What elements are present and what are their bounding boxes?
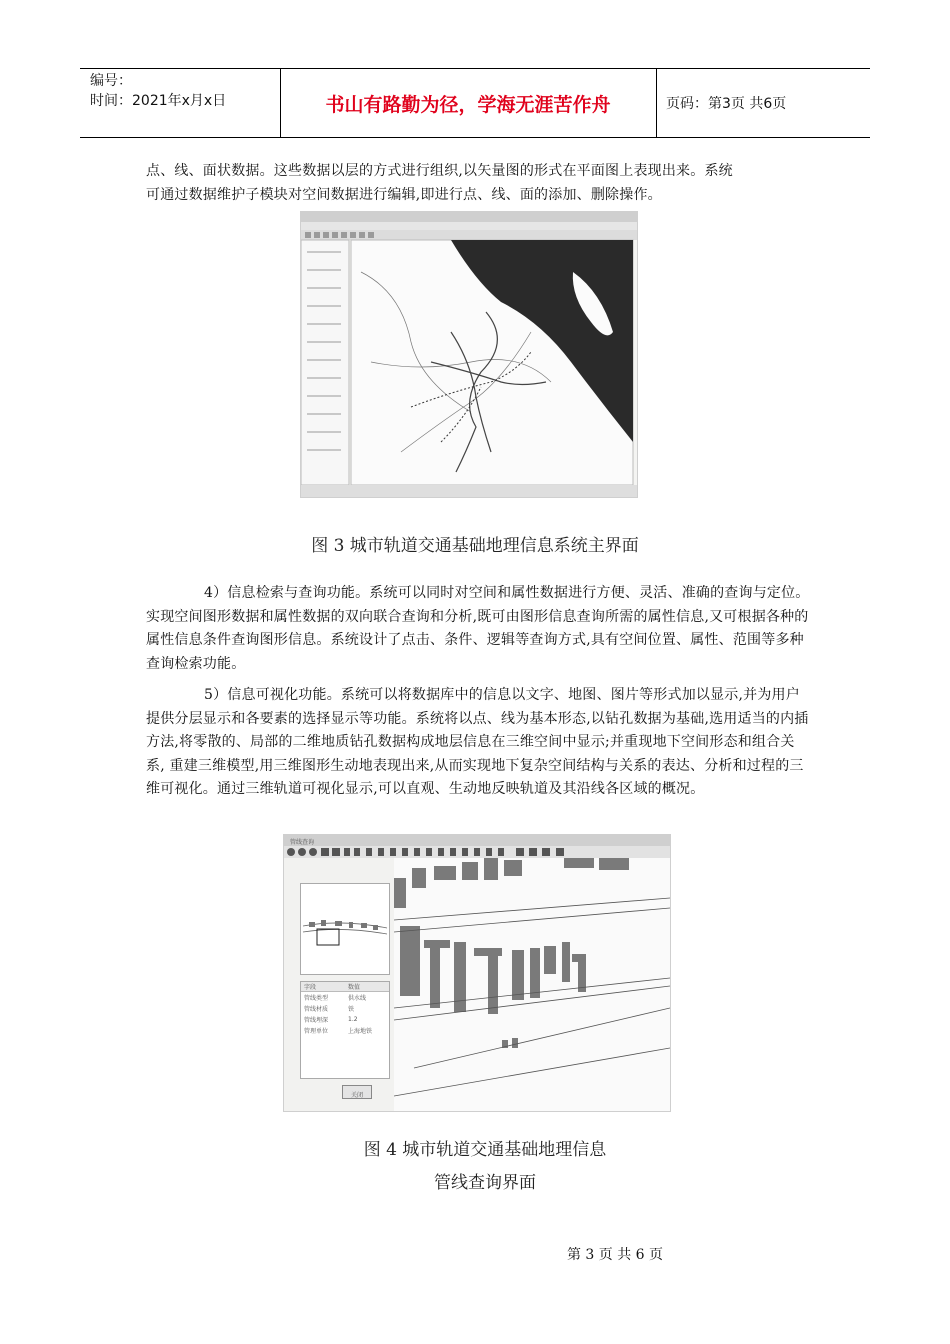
table-cell: 供水线 <box>348 995 367 1002</box>
time-label: 时间：2021年x月x日 <box>90 93 227 109</box>
paragraph-1 <box>146 160 811 207</box>
close-button-label: 关闭 <box>350 1092 363 1099</box>
figure-4-caption-line-2: 管线查询界面 <box>434 1173 536 1193</box>
table-cell: 铁 <box>348 1006 355 1013</box>
table-cell: 1.2 <box>348 1016 358 1023</box>
3d-view-canvas[interactable] <box>394 858 670 1111</box>
figure-4-image <box>283 834 671 1112</box>
table-cell: 管线埋深 <box>304 1017 329 1024</box>
page-header <box>80 68 870 138</box>
figure-4-caption-line-1: 图 4 城市轨道交通基础地理信息 <box>363 1140 607 1160</box>
paragraph-line: 可通过数据维护子模块对空间数据进行编辑,即进行点、线、面的添加、删除操作。 <box>146 186 662 203</box>
table-cell: 管理单位 <box>304 1028 329 1035</box>
table-row[interactable] <box>301 992 389 1003</box>
paragraph-3: 5）信息可视化功能。系统可以将数据库中的信息以文字、地图、图片等形式加以显示,并为用户提供分层显示和各要素的选择显示等功能。系统将以点、线为基本形态,以钻孔数据为基础,选用适当的内插方法,将零散的、局部的二维地质钻孔数据构成地层信息在三维空间中显示;并重现地下空间形态和组合关系, 重建三维模型,用三维图形生动地表现出来,从而实现地下复杂空间结构与关系的表达、分析和过程的三维可视化。通过三维轨道可视化显示,可以直观、生动地反映轨道及其沿线各区域的概况。 <box>146 687 809 797</box>
attribute-table <box>300 981 390 1079</box>
gis-main-interface-illustration <box>301 212 637 497</box>
paragraph-line: 点、线、面状数据。这些数据以层的方式进行组织,以矢量图的形式在平面图上表现出来。系统 <box>146 163 733 179</box>
overview-map[interactable] <box>300 883 390 975</box>
table-cell: 管线材质 <box>304 1006 329 1013</box>
overview-map-graphic <box>301 884 389 974</box>
table-row[interactable] <box>301 1014 389 1025</box>
table-row[interactable] <box>301 1003 389 1014</box>
table-cell: 上海地铁 <box>348 1028 373 1035</box>
header-left <box>90 71 226 111</box>
table-cell: 管线类型 <box>304 995 329 1002</box>
page-footer: 第 3 页 共 6 页 <box>566 1247 664 1263</box>
toolbar-icons <box>284 846 670 858</box>
paragraph-2: 4）信息检索与查询功能。系统可以同时对空间和属性数据进行方便、灵活、准确的查询与定位。实现空间图形数据和属性数据的双向联合查询和分析,既可由图形信息查询所需的属性信息,又可根据各种的属性信息条件查询图形信息。系统设计了点击、条件、逻辑等查询方式,具有空间位置、属性、范围等多种查询检索功能。 <box>146 585 810 672</box>
close-button[interactable] <box>342 1085 372 1099</box>
3d-pipeline-scene <box>394 858 670 1111</box>
window-titlebar <box>284 835 670 846</box>
table-row[interactable] <box>301 1025 389 1036</box>
figure-3-caption: 图 3 城市轨道交通基础地理信息系统主界面 <box>311 536 639 556</box>
header-divider <box>656 69 657 137</box>
window-title: 管线查询 <box>290 839 315 846</box>
table-header-field: 字段 <box>304 984 317 991</box>
table-header-value: 数值 <box>348 984 361 991</box>
code-label: 编号： <box>90 73 132 89</box>
header-page-info: 页码：第3页 共6页 <box>666 96 787 112</box>
header-slogan: 书山有路勤为径，学海无涯苦作舟 <box>325 93 611 116</box>
table-header <box>301 982 389 992</box>
figure-3-image <box>300 211 638 498</box>
